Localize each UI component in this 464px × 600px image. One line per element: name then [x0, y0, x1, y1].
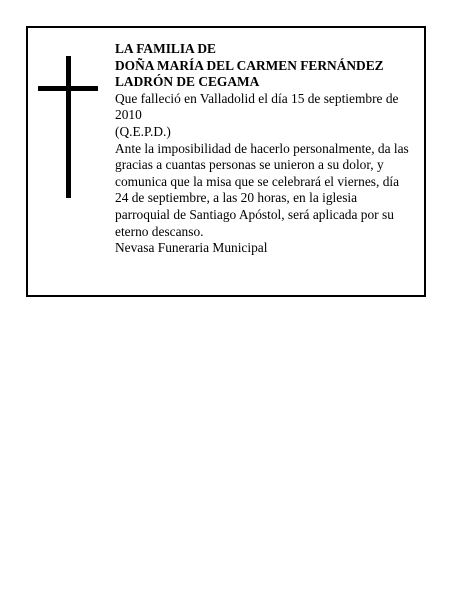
notice-message: Ante la imposibilidad de hacerlo personalmente, da las gracias a cuantas personas se unieron a su dolor, y comunica que la misa que se celebrará el viernes, día 24 de septiembre, a las 20 horas, en la iglesia parroquial de Santiago Apóstol, será aplicada por su eterno descanso.	[115, 140, 409, 239]
heading-family: LA FAMILIA DE	[115, 41, 216, 56]
rip-text: (Q.E.P.D.)	[115, 123, 171, 139]
notice-text	[115, 41, 415, 257]
heading-deceased-name: DOÑA MARÍA DEL CARMEN FERNÁNDEZ	[115, 57, 384, 73]
cross-horizontal-bar	[38, 86, 98, 91]
obituary-notice	[26, 26, 426, 297]
heading-deceased-surname: LADRÓN DE CEGAMA	[115, 74, 260, 90]
cross-icon	[38, 56, 98, 198]
funeral-home: Nevasa Funeraria Municipal	[115, 240, 268, 256]
death-statement: Que falleció en Valladolid el día 15 de septiembre de 2010	[115, 90, 399, 123]
cross-vertical-bar	[66, 56, 71, 198]
